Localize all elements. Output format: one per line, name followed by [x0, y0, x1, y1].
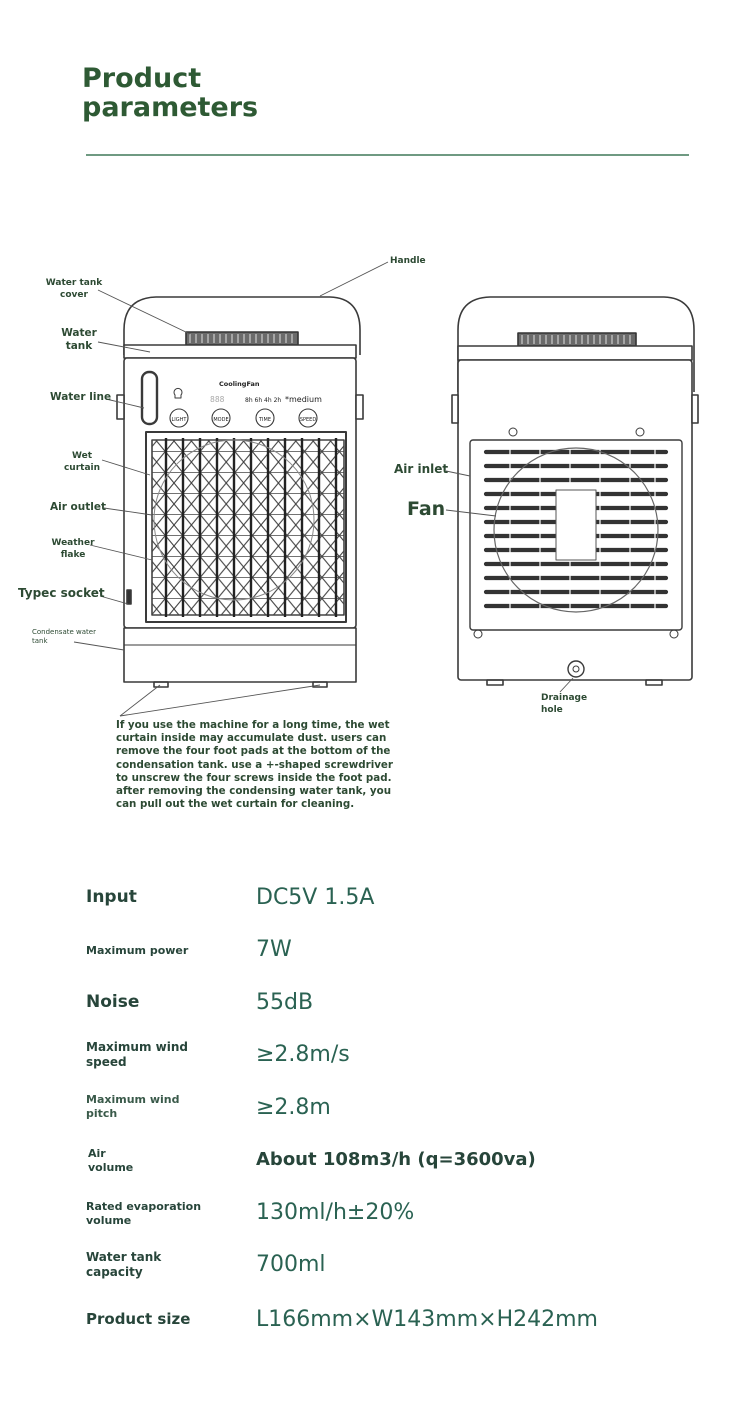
- title-line-1: Product: [82, 63, 202, 94]
- label-wet-curtain-1: Wet: [72, 451, 93, 461]
- title-line-2: parameters: [82, 92, 259, 123]
- param-value: ≥2.8m/s: [256, 1042, 350, 1067]
- param-name-line: pitch: [86, 1107, 118, 1120]
- light-button: LIGHT: [171, 417, 187, 423]
- label-water-line: Water line: [50, 391, 112, 403]
- label-drainage-hole-2: hole: [541, 705, 563, 715]
- param-name: [86, 1200, 201, 1228]
- param-name: [86, 1093, 179, 1121]
- panel-display: 888: [210, 395, 225, 404]
- param-name-line: Water tank: [86, 1250, 162, 1264]
- param-name-line: Rated evaporation: [86, 1200, 202, 1213]
- label-air-inlet: Air inlet: [394, 462, 449, 476]
- water-level-window: [142, 372, 157, 424]
- label-water-tank-2: tank: [65, 340, 93, 352]
- param-name: [88, 1147, 133, 1175]
- param-name-line: capacity: [86, 1265, 143, 1279]
- front-tank-cover: [186, 332, 298, 345]
- param-value: ≥2.8m: [256, 1095, 331, 1120]
- label-fan: Fan: [407, 498, 446, 520]
- label-air-outlet: Air outlet: [50, 501, 107, 513]
- label-drainage-hole: [541, 692, 587, 716]
- speed-button: SPEED: [299, 417, 317, 423]
- param-name: Product size: [86, 1310, 191, 1328]
- param-name: [86, 1040, 188, 1070]
- label-drainage-hole-1: Drainage: [541, 693, 588, 703]
- front-view-unit: [117, 297, 363, 687]
- param-value: About 108m3/h (q=3600va): [256, 1149, 536, 1170]
- label-wet-curtain-2: curtain: [63, 463, 101, 473]
- label-weather-flake: [48, 537, 98, 561]
- label-condensate-tank: [32, 628, 96, 646]
- param-name-line: volume: [88, 1161, 134, 1174]
- label-condensate-tank-1: Condensate water: [32, 628, 96, 636]
- panel-speed: *medium: [285, 395, 322, 404]
- panel-brand: CoolingFan: [219, 380, 260, 388]
- panel-timer: 8h 6h 4h 2h: [245, 397, 282, 404]
- label-weather-flake-2: flake: [60, 550, 86, 560]
- param-value: 7W: [256, 937, 292, 962]
- param-value: DC5V 1.5A: [256, 885, 375, 910]
- param-value: 130ml/h±20%: [256, 1200, 415, 1225]
- mode-button: MODE: [213, 417, 229, 423]
- param-value: L166mm×W143mm×H242mm: [256, 1307, 598, 1332]
- label-water-tank-cover-1: Water tank: [45, 278, 103, 288]
- time-button: TIME: [258, 417, 272, 423]
- label-condensate-tank-2: tank: [32, 637, 48, 645]
- param-name-line: Air: [88, 1147, 106, 1160]
- label-typec-socket: Typec socket: [18, 586, 105, 600]
- param-name-line: Maximum wind: [86, 1040, 188, 1054]
- param-name: Input: [86, 887, 137, 907]
- param-value: 700ml: [256, 1252, 326, 1277]
- param-name-line: Maximum wind: [86, 1093, 180, 1106]
- wet-curtain-grille: [152, 440, 344, 615]
- param-name-line: volume: [86, 1214, 132, 1227]
- back-view-unit: [452, 297, 698, 685]
- label-water-tank-cover: [42, 277, 106, 301]
- param-name: [86, 1250, 161, 1280]
- param-value: 55dB: [256, 990, 314, 1015]
- label-wet-curtain: [60, 450, 104, 474]
- label-weather-flake-1: Weather: [51, 538, 95, 548]
- label-water-tank-cover-2: cover: [60, 290, 88, 300]
- label-water-tank: [60, 327, 98, 353]
- label-handle: Handle: [390, 256, 426, 266]
- label-water-tank-1: Water: [61, 327, 97, 339]
- maintenance-note: If you use the machine for a long time, the wet curtain inside may accumulate dust. users can remove the four foot pads at the bottom of the condensation tank. use a +-shaped screwdriver to unscrew the four screws inside the foot pad. after removing the condensing water tank, you can pull out the wet curtain for cleaning.: [116, 719, 393, 811]
- param-name-line: speed: [86, 1055, 127, 1069]
- param-name: Noise: [86, 992, 140, 1012]
- param-name: Maximum power: [86, 944, 189, 957]
